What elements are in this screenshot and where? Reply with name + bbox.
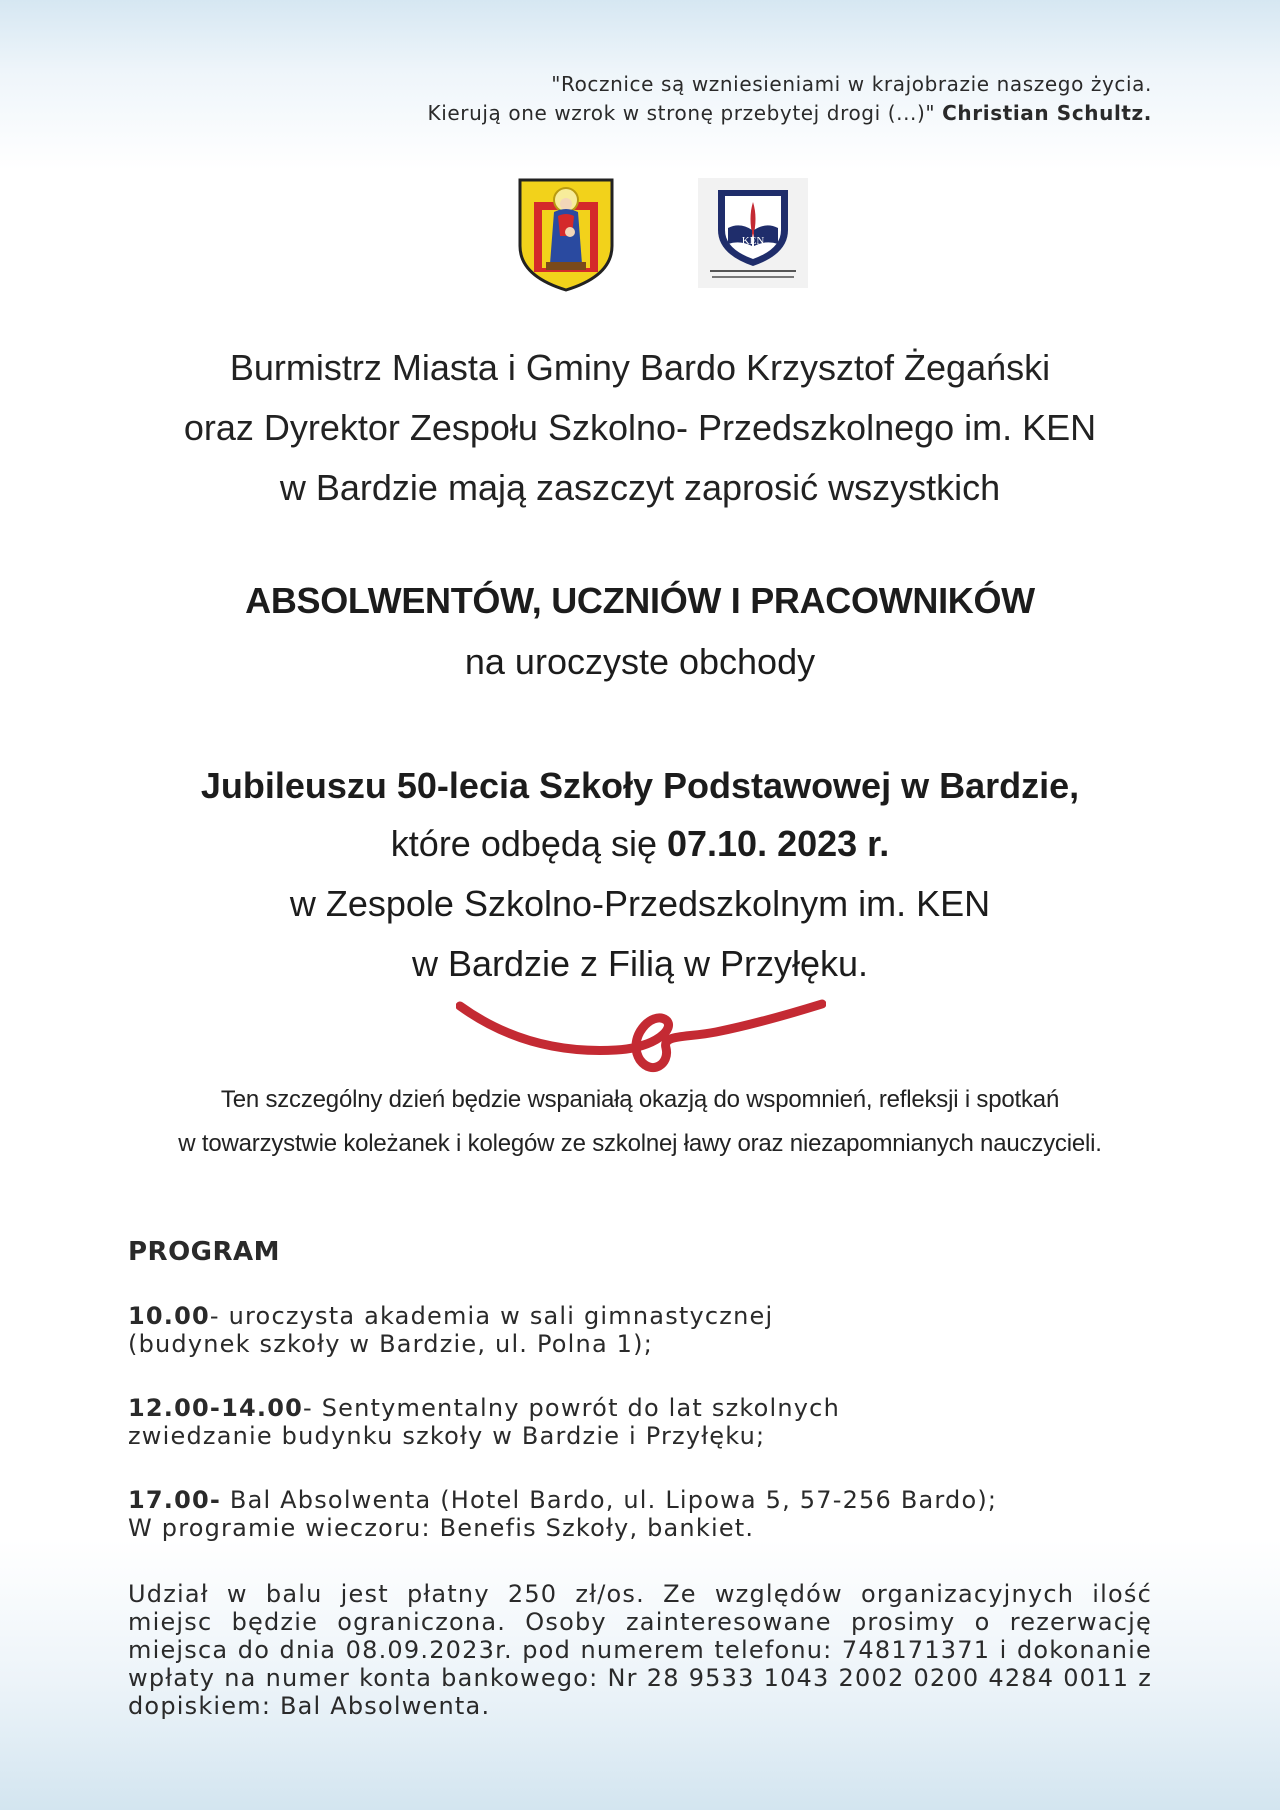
program-title-block (128, 1238, 1152, 1266)
event-venue-line-1: w Zespole Szkolno-Przedszkolnym im. KEN (289, 883, 991, 924)
event-description (0, 1078, 1280, 1166)
program-item-text: - uroczysta akademia w sali gimnastycznej (209, 1302, 774, 1330)
program-item-text-2: W programie wieczoru: Benefis Szkoły, bankiet. (128, 1514, 755, 1542)
ball-payment-note: Udział w balu jest płatny 250 zł/os. Ze względów organizacyjnych ilość miejsc będzie ograniczona. Osoby zainteresowane prosimy o rezerwację miejsca do dnia 08.09.2023r. pod numerem telefonu: 748171371 i dokonanie wpłaty na numer konta bankowego: Nr 28 9533 1043 2002 0200 4284 0011 z dopiskiem: Bal Absolwenta. (128, 1580, 1152, 1720)
description-line-1: Ten szczególny dzień będzie wspaniałą okazją do wspomnień, refleksji i spotkań (220, 1086, 1060, 1113)
program-item (128, 1486, 1152, 1542)
program-item-time: 17.00- (128, 1486, 222, 1514)
program-item-time: 10.00 (128, 1302, 210, 1330)
program-title: PROGRAM (128, 1237, 281, 1267)
event-date-line: które odbędą się 07.10. 2023 r. (390, 823, 890, 864)
program-item-text: Bal Absolwenta (Hotel Bardo, ul. Lipowa 5, 57-256 Bardo); (221, 1486, 998, 1514)
audience-heading: ABSOLWENTÓW, UCZNIÓW I PRACOWNIKÓW (245, 580, 1035, 621)
logos-row (0, 176, 1280, 296)
program-item-time: 12.00-14.00 (128, 1394, 303, 1422)
program-item-text-2: zwiedzanie budynku szkoły w Bardzie i Przyłęku; (128, 1422, 766, 1450)
program-item-text-2: (budynek szkoły w Bardzie, ul. Polna 1); (128, 1330, 653, 1358)
intro-line-3: w Bardzie mają zaszczyt zaprosić wszystkich (279, 467, 1001, 508)
quote-line-1: "Rocznice są wzniesieniami w krajobrazie naszego życia. (551, 72, 1152, 96)
event-venue-line-2: w Bardzie z Filią w Przyłęku. (411, 943, 869, 984)
quote-line-2: Kierują one wzrok w stronę przebytej drogi (...)" Christian Schultz. (427, 101, 1152, 125)
program-item-text: - Sentymentalny powrót do lat szkolnych (303, 1394, 840, 1422)
bardo-crest-icon (516, 176, 616, 294)
event-date: 07.10. 2023 r. (666, 823, 890, 864)
invitation-intro (0, 338, 1280, 518)
program-item (128, 1394, 1152, 1450)
quote-author: Christian Schultz. (942, 101, 1152, 125)
description-line-2: w towarzystwie koleżanek i kolegów ze szkolnej ławy oraz niezapomnianych nauczycieli. (178, 1130, 1102, 1157)
epigraph-quote (428, 70, 1152, 128)
audience-subheading: na uroczyste obchody (464, 641, 816, 682)
school-logo-icon (698, 178, 808, 288)
event-details (0, 814, 1280, 994)
intro-line-2: oraz Dyrektor Zespołu Szkolno- Przedszkolnego im. KEN (183, 407, 1097, 448)
school-logo-letters: KEN (741, 235, 765, 247)
program-item (128, 1302, 1152, 1358)
ribbon-icon (456, 998, 826, 1078)
intro-line-1: Burmistrz Miasta i Gminy Bardo Krzysztof Żegański (229, 347, 1051, 388)
jubilee-title: Jubileuszu 50-lecia Szkoły Podstawowej w Bardzie, (200, 765, 1080, 806)
